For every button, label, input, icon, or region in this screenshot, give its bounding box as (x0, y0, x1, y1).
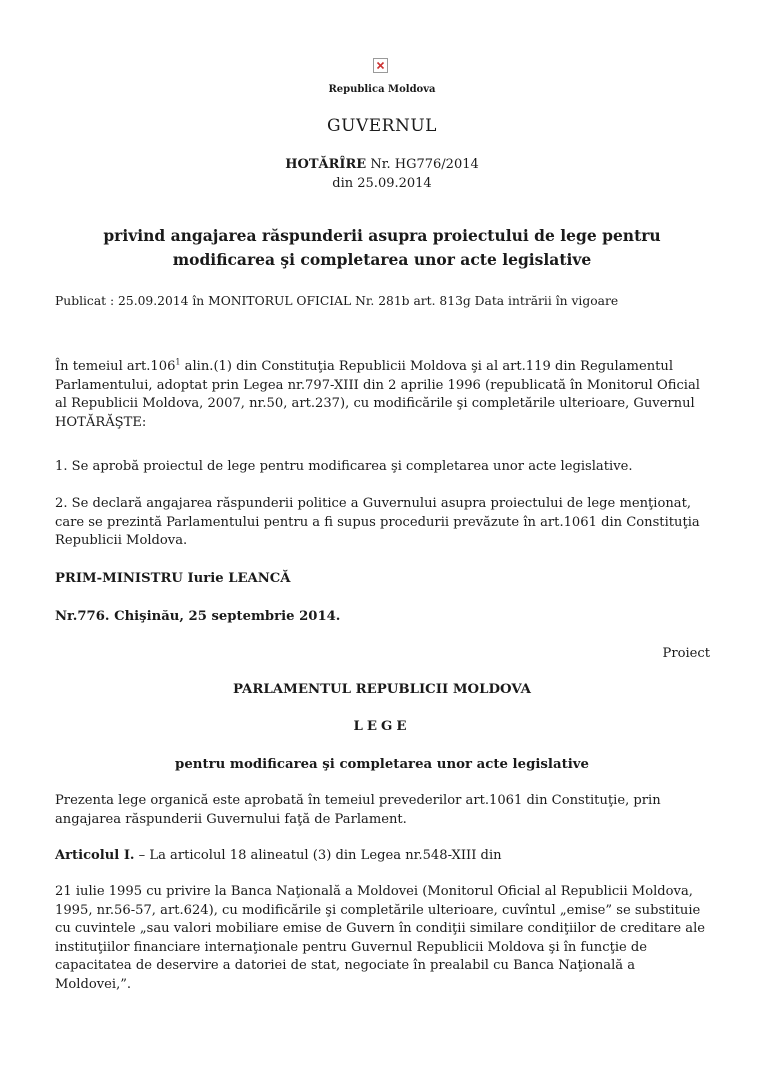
intro-paragraph (55, 358, 715, 432)
point-2: 2. Se declară angajarea răspunderii politice a Guvernului asupra proiectului de lege menţionat, care se prezintă Parlamentului pentru a fi supus procedurii prevăzute în art.1061 din Constituţia Republicii Moldova. (55, 496, 700, 548)
intro-text: În temeiul art.106 (55, 359, 176, 374)
publication-info: Publicat : 25.09.2014 în MONITORUL OFICIAL Nr. 281b art. 813g Data intrării în vigoare (55, 294, 619, 308)
article-label: Articolul I. (55, 848, 135, 863)
decision-date: din 25.09.2014 (332, 176, 432, 191)
signature: PRIM-MINISTRU Iurie LEANCĂ (55, 571, 291, 586)
country-name: Republica Moldova (328, 84, 436, 95)
footnote-superscript: 1 (175, 357, 181, 367)
law-heading: LEGE (353, 719, 411, 734)
article-body: 21 iulie 1995 cu privire la Banca Naţională a Moldovei (Monitorul Oficial al Republicii Moldova, 1995, nr.56-57, art.624), cu modificările şi completările ulterioare, cuvîntul „emise” se substituie cu cuvintele „sau valori mobiliare emise de Guvern în condiţii similare condiţiilor de creditare ale instituţiilor financiare internaţionale pentru Guvernul Republicii Moldova şi în funcţie de capacitatea de deservire a datoriei de stat, negociate în prealabil cu Banca Naţională a Moldovei,”. (55, 884, 706, 992)
article-intro: – La articolul 18 alineatul (3) din Legea nr.548-XIII din (134, 848, 502, 863)
institution-name: GUVERNUL (327, 116, 437, 136)
decision-title-line: modificarea şi completarea unor acte legislative (172, 250, 592, 269)
law-preamble: Prezenta lege organică este aprobată în temeiul prevederilor art.1061 din Constituţie, prin angajarea răspunderii Guvernului faţă de Parlament. (55, 793, 661, 827)
parliament-heading: PARLAMENTUL REPUBLICII MOLDOVA (233, 682, 531, 697)
decision-id: Nr. HG776/2014 (366, 157, 479, 172)
point-1: 1. Se aprobă proiectul de lege pentru modificarea şi completarea unor acte legislative. (55, 459, 633, 474)
article-heading (55, 848, 502, 863)
broken-image-icon (373, 58, 388, 73)
intro-text: alin.(1) din Constituţia Republicii Moldova şi al art.119 din Regulamentul Parlamentului, adoptat prin Legea nr.797-XIII din 2 aprilie 1996 (republicată în Monitorul Oficial al Republicii Moldova, 2007, nr.50, art.237), cu modificările şi completările ulterioare, Guvernul HOTĂRĂŞTE: (55, 359, 700, 430)
law-title: pentru modificarea şi completarea unor acte legislative (175, 757, 589, 772)
decision-type: HOTĂRÎRE (285, 157, 367, 172)
draft-label: Proiect (662, 646, 710, 661)
decision-number (0, 157, 764, 172)
decision-title (0, 224, 764, 272)
decision-title-line: privind angajarea răspunderii asupra proiectului de lege pentru (103, 226, 661, 245)
number-place-date: Nr.776. Chişinău, 25 septembrie 2014. (55, 609, 341, 624)
